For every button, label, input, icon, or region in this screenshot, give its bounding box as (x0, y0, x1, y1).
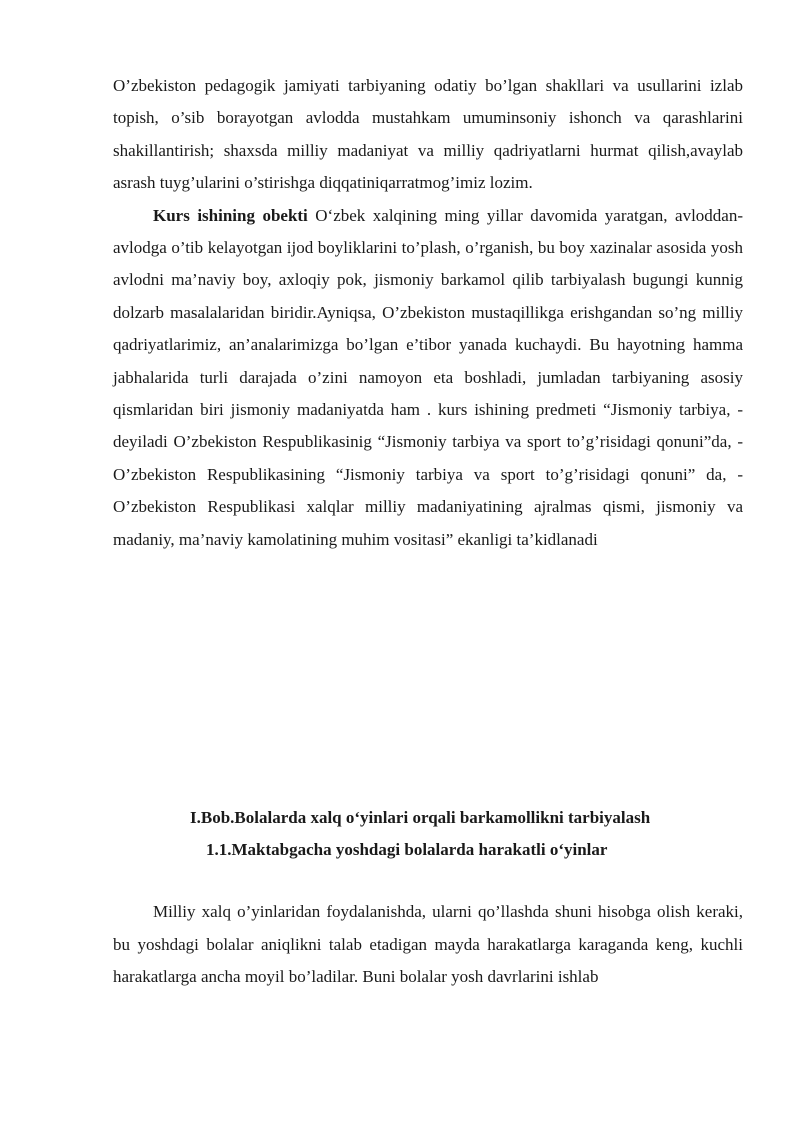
blank-space (113, 556, 743, 802)
heading-spacer (113, 866, 743, 896)
chapter-heading: I.Bob.Bolalarda xalq o‘yinlari orqali barkamollikni tarbiyalash (190, 808, 651, 828)
paragraph-section: Milliy xalq o’yinlaridan foydalanishda, ularni qo’llashda shuni hisobga olish keraki, bu yoshdagi bolalar aniqlikni talab etadigan mayda harakatlarga karaganda keng, kuchli harakatlarga ancha moyil bo’ladilar. Buni bolalar yosh davrlarini ishlab (113, 902, 743, 986)
paragraph-lead-bold: Kurs ishining obekti (153, 205, 308, 225)
section-heading: 1.1.Maktabgacha yoshdagi bolalarda harakatli o‘yinlar (206, 840, 608, 860)
paragraph-intro: O’zbekiston pedagogik jamiyati tarbiyaning odatiy bo’lgan shakllari va usullarini izlab topish, o’sib borayotgan avlodda mustahkam umuminsoniy ishonch va qarashlarini shakillantirish; shaxsda milliy madaniyat va milliy qadriyatlarni hurmat qilish,avaylab asrash tuyg’ularini o’stirishga diqqatiniqarratmog’imiz lozim. (113, 76, 743, 193)
document-page (113, 70, 743, 993)
paragraph-object (113, 200, 743, 556)
paragraph-object-body: O‘zbek xalqining ming yillar davomida yaratgan, avloddan-avlodga o’tib kelayotgan ijod boyliklarini to’plash, o’rganish, bu boy xazinalar asosida yosh avlodni ma’naviy boy, axloqiy pok, jismoniy barkamol qilib tarbiyalash bugungi kunnig dolzarb masalalaridan biridir.Ayniqsa, O’zbekiston mustaqillikga erishgandan so’ng milliy qadriyatlarimiz, an’analarimizga bo’lgan e’tibor yanada kuchaydi. Bu hayotning hamma jabhalarida turli darajada o’zini namoyon eta boshladi, jumladan tarbiyaning asosiy qismlaridan biri jismoniy madaniyatda ham . kurs ishining predmeti “Jismoniy tarbiya, - deyiladi O’zbekiston Respublikasinig “Jismoniy tarbiya va sport to’g’risidagi qonuni”da, - O’zbekiston Respublikasining “Jismoniy tarbiya va sport to’g’risidagi qonuni” da, - O’zbekiston Respublikasi xalqlar milliy madaniyatining ajralmas qismi, jismoniy va madaniy, ma’naviy kamolatining muhim vositasi” ekanligi ta’kidlanadi (113, 205, 743, 549)
